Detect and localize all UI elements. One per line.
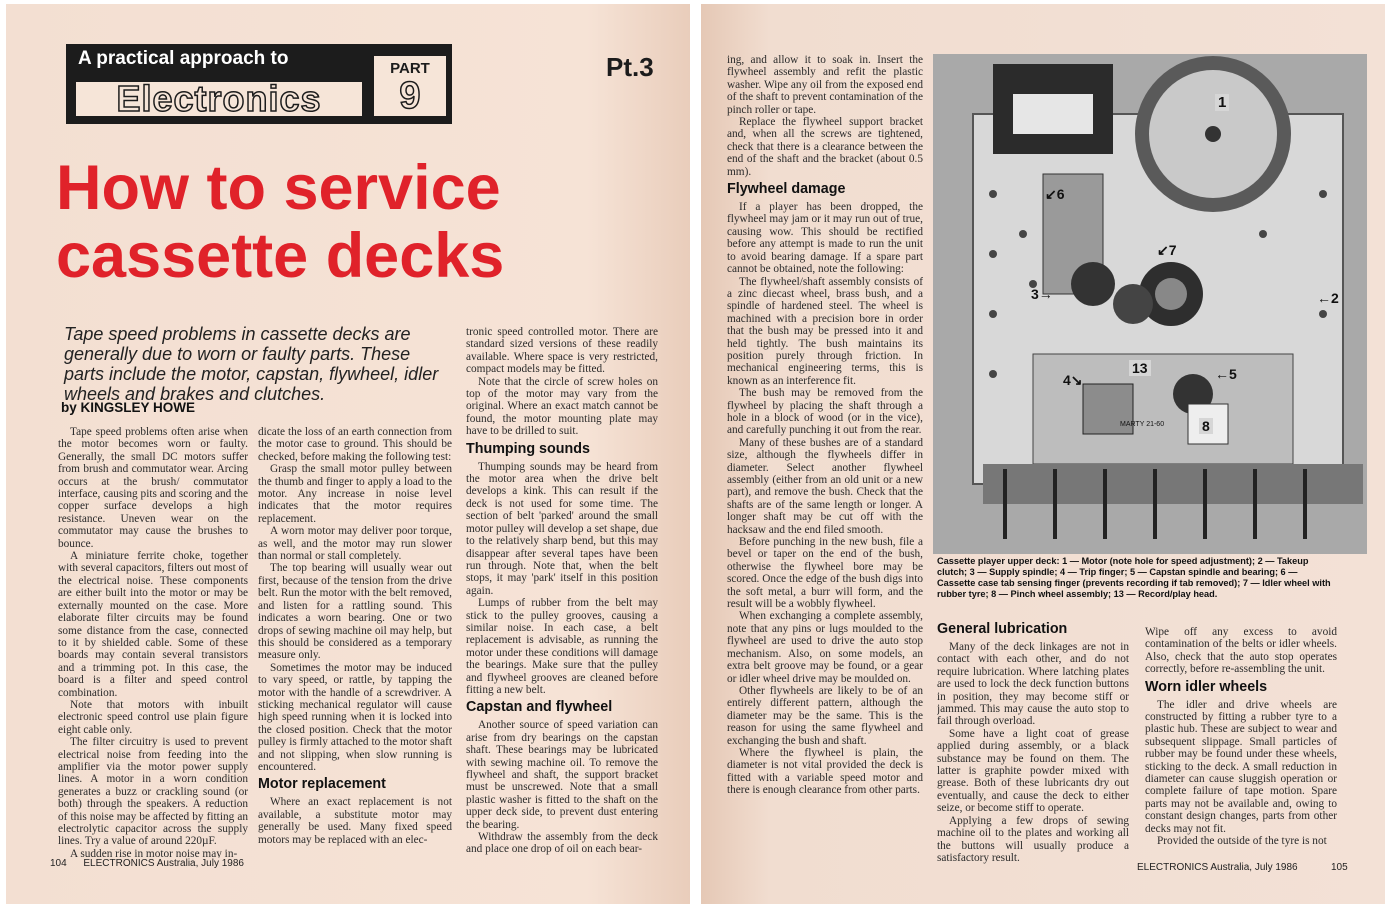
paragraph: Note that the circle of screw holes on top of the motor may vary from the original. Where an exact match cannot be found, the motor mounting plate may have to be drilled to suit. — [466, 375, 658, 438]
photo-label-3: 3→ — [1031, 286, 1053, 302]
byline: by KINGSLEY HOWE — [61, 400, 196, 415]
paragraph: Where an exact replacement is not available, a substitute motor may generally be used. Many fixed speed motors may be replaced with an elec- — [258, 796, 452, 846]
photo-label-1: 1 — [1215, 94, 1229, 111]
photo-caption: Cassette player upper deck: 1 — Motor (note hole for speed adjustment); 2 — Takeup clutch; 3 — Supply spindle; 4 — Trip finger; 5 — Capstan spindle and bearing; 6 — Cassette case tab sensing finger (prevents recording if tab removed); 7 — Idler wheel with rubber tyre; 8 — Pinch wheel assembly; 13 — Record/play head. — [937, 556, 1331, 599]
magazine-name: ELECTRONICS Australia, July 1986 — [83, 858, 244, 869]
page-number: 104 — [50, 858, 67, 869]
paragraph: Replace the flywheel support bracket and, when all the screws are tightened, check that there is a clearance between the end of the shaft and the bracket (about 0.5 mm). — [727, 116, 923, 178]
paragraph: The filter circuitry is used to prevent electrical noise from feeding into the amplifier via the motor power supply lines. A motor in a worn condition generates a buzz or crackling sound (or both) through the speakers. A reduction of this noise may be affected by fitting an electrolytic capacitor across the supply lines. Try a value of around 220µF. — [58, 736, 248, 848]
photo-label-5: ←5 — [1215, 366, 1237, 382]
right-page — [701, 4, 1385, 904]
photo-label-8: 8 — [1199, 418, 1213, 434]
subheading-capstan-flywheel: Capstan and flywheel — [466, 699, 613, 716]
column-1 — [58, 426, 248, 858]
intro-standfirst: Tape speed problems in cassette decks are generally due to worn or faulty parts. These parts include the motor, capstan, flywheel, idler wheels and brakes and clutches. — [64, 324, 439, 404]
column-6 — [1145, 626, 1337, 864]
paragraph: A sudden rise in motor noise may in- — [70, 847, 238, 858]
headline: How to service cassette decks — [56, 153, 505, 291]
paragraph: If a player has been dropped, the flywheel may jam or it may run out of true, causing wow. This should be rectified before any attempt is made to run the unit to avoid bearing damage. If a spare part cannot be obtained, note the following: — [727, 201, 923, 276]
column-3 — [466, 326, 658, 858]
series-banner — [66, 44, 452, 124]
paragraph: Note that motors with inbuilt electronic speed control use plain figure eight cable only. — [58, 698, 248, 736]
series-title: A practical approach to — [78, 48, 289, 69]
paragraph: Applying a few drops of sewing machine oil to the plates and working all the buttons will usually produce a satisfactory result. — [937, 814, 1129, 864]
paragraph: Withdraw the assembly from the deck and place one drop of oil on each bear- — [466, 831, 658, 856]
magazine-name: ELECTRONICS Australia, July 1986 — [1137, 862, 1298, 873]
paragraph: dicate the loss of an earth connection from the motor case to ground. This should be checked, before making the following test: — [258, 426, 452, 463]
paragraph: The idler and drive wheels are constructed by fitting a rubber tyre to a plastic hub. These are subject to wear and subsequent slippage. Small particles of rubber may be found under these wheels, sticking to the deck. A small reduction in diameter can cause sluggish operation or complete failure of tape motion. Spare parts may not be available and, owing to constant design changes, parts from other decks may not fit. — [1145, 698, 1337, 835]
paragraph: Grasp the small motor pulley between the thumb and finger to apply a load to the motor. Any increase in noise level indicates that the motor requires replacement. — [258, 463, 452, 525]
left-page — [6, 4, 690, 904]
photo-label-4: 4↘ — [1063, 372, 1083, 388]
paragraph: Another source of speed variation can arise from dry bearings on the capstan shaft. These bearings may be lubricated with sewing machine oil. To remove the flywheel and shaft, the support bracket must be unscrewed. Note that a small plastic washer is fitted to the shaft on the upper deck side, to prevent dust entering the bearing. — [466, 719, 658, 831]
paragraph: Tape speed problems often arise when the motor becomes worn or faulty. Generally, the small DC motors suffer from brush and commutator wear. Arcing occurs at the brush/ commutator interface, causing pits and scoring and the copper surface develops a high resistance. Uneven wear on the commutator may cause the brushes to bounce. — [58, 426, 248, 550]
paragraph: Thumping sounds may be heard from the motor area when the drive belt develops a kink. This can result if the deck is not used for some time. The section of belt 'parked' around the small motor pulley will develop a set shape, due to the relatively sharp bend, but this may disappear after several tapes have been run through. Note that, when the belt stops, it may 'park' itself in this position again. — [466, 460, 658, 597]
paragraph: A miniature ferrite choke, together with several capacitors, filters out most of the electrical noise. These components are either built into the motor or may be externally mounted on the case. More elaborate filter circuits may be found some distance from the case, connected to it by shielded cable. Some of these boards may contain several transistors and a trimming pot. In this case, the board is a filter and speed control combination. — [58, 550, 248, 699]
paragraph: Many of these bushes are of a standard size, although the flywheels differ in diameter. Select another flywheel assembly (either from an old unit or a new part), and remove the bush. Check that the shafts are of the same length or longer. A longer shaft may be cut off with the hacksaw and the end filed smooth. — [727, 436, 923, 536]
subheading-motor-replacement: Motor replacement — [258, 776, 386, 793]
folio-left — [50, 858, 244, 869]
part-label: PART — [390, 60, 430, 77]
paragraph: Where the flywheel is plain, the diameter is not vital provided the deck is fitted with a variable speed motor and there is enough clearance from other parts. — [727, 746, 923, 797]
subheading-general-lubrication: General lubrication — [937, 621, 1068, 637]
column-2 — [258, 426, 452, 858]
paragraph: The top bearing will usually wear out first, because of the tension from the drive belt. Run the motor with the belt removed, and listen for a rattling sound. This indicates a worn bearing. One or two drops of sewing machine oil may help, but this should be considered as a temporary measure only. — [258, 562, 452, 662]
paragraph: tronic speed controlled motor. There are standard sized versions of these readily available. Where space is very restricted, compact models may be fitted. — [466, 326, 658, 376]
cassette-deck-photo — [933, 54, 1367, 554]
photo-label-2: ←2 — [1317, 290, 1339, 306]
photo-label-6: ↙6 — [1045, 186, 1065, 202]
paragraph: Some have a light coat of grease applied during assembly, or a black substance may be found on them. The latter is graphite powder mixed with grease. Both of these lubricants dry out eventually, and cause the deck to either seize, or become stiff to operate. — [937, 727, 1129, 815]
paragraph: When exchanging a complete assembly, note that any pins or lugs moulded to the flywheel are used to drive the auto stop mechanism. Also, on some models, an extra belt groove may be found, or a gear or idler wheel drive may be moulded on. — [727, 610, 923, 685]
pt-label: Pt.3 — [606, 52, 654, 82]
head-stamp: MARTY 21-60 — [1120, 421, 1165, 428]
photo-label-13: 13 — [1129, 360, 1151, 376]
paragraph: Wipe off any excess to avoid contamination of the belts or idler wheels. Also, check that the auto stop operates correctly, before re-assembling the unit. — [1145, 626, 1337, 676]
folio-right — [1137, 862, 1348, 873]
paragraph: The flywheel/shaft assembly consists of a zinc diecast wheel, brass bush, and a spindle of hardened steel. The wheel is machined with a precision bore in order that the bush may be pressed into it and held tightly. The bush maintains its position purely through friction. In mechanical engineering terms, this is known as an interference fit. — [727, 275, 923, 387]
part-box — [372, 54, 448, 118]
paragraph: Other flywheels are likely to be of an entirely different pattern, although the diameter may be the same. This is the reason for using the same flywheel and exchanging the bush and shaft. — [727, 684, 923, 747]
paragraph: Provided the outside of the tyre is not — [1157, 835, 1327, 848]
paragraph: Many of the deck linkages are not in contact with each other, and do not require lubrication. Where latching plates are used to lock the deck function buttons in position, they may become stiff or jammed. This may cause the auto stop to fail through overload. — [937, 641, 1129, 728]
subheading-thumping-sounds: Thumping sounds — [466, 440, 590, 457]
subheading-worn-idler-wheels: Worn idler wheels — [1145, 678, 1268, 695]
paragraph: Lumps of rubber from the belt may stick to the pulley grooves, causing a similar noise. In each case, a belt replacement is advisable, as running the motor under these conditions will damage the bearings. Make sure that the pulley and flywheel grooves are cleaned before fitting a new belt. — [466, 597, 658, 696]
subheading-flywheel-damage: Flywheel damage — [727, 181, 846, 198]
paragraph: Sometimes the motor may be induced to vary speed, or rattle, by tapping the motor with the handle of a screwdriver. A sticking mechanical regulator will cause high speed running when it is locked into the closed position. Check that the motor pulley is firmly attached to the motor shaft and not slipping, when slow running is encountered. — [258, 661, 452, 773]
paragraph: A worn motor may deliver poor torque, as well, and the motor may run slower than normal or stall completely. — [258, 525, 452, 563]
column-4 — [727, 54, 923, 862]
paragraph: ing, and allow it to soak in. Insert the flywheel assembly and refit the plastic washer. Wipe any oil from the exposed end of the shaft to prevent contamination of the pinch roller or tape. — [727, 54, 923, 116]
photo-illustration — [933, 54, 1367, 554]
photo-label-7: ↙7 — [1157, 242, 1177, 258]
paragraph: Before punching in the new bush, file a bevel or taper on the end of the bush, otherwise the flywheel bore may be scored. Once the edge of the bush digs into the soft metal, a burr will form, and the result will be a wobbly flywheel. — [727, 536, 923, 611]
column-5 — [937, 618, 1129, 864]
paragraph: The bush may be removed from the flywheel by placing the shaft through a hole in a block of wood (or in the vice), and carefully punching it out from the rear. — [727, 387, 923, 437]
page-number: 105 — [1330, 862, 1348, 873]
part-number: 9 — [399, 75, 421, 117]
electronics-logo: Electronics — [74, 80, 364, 118]
